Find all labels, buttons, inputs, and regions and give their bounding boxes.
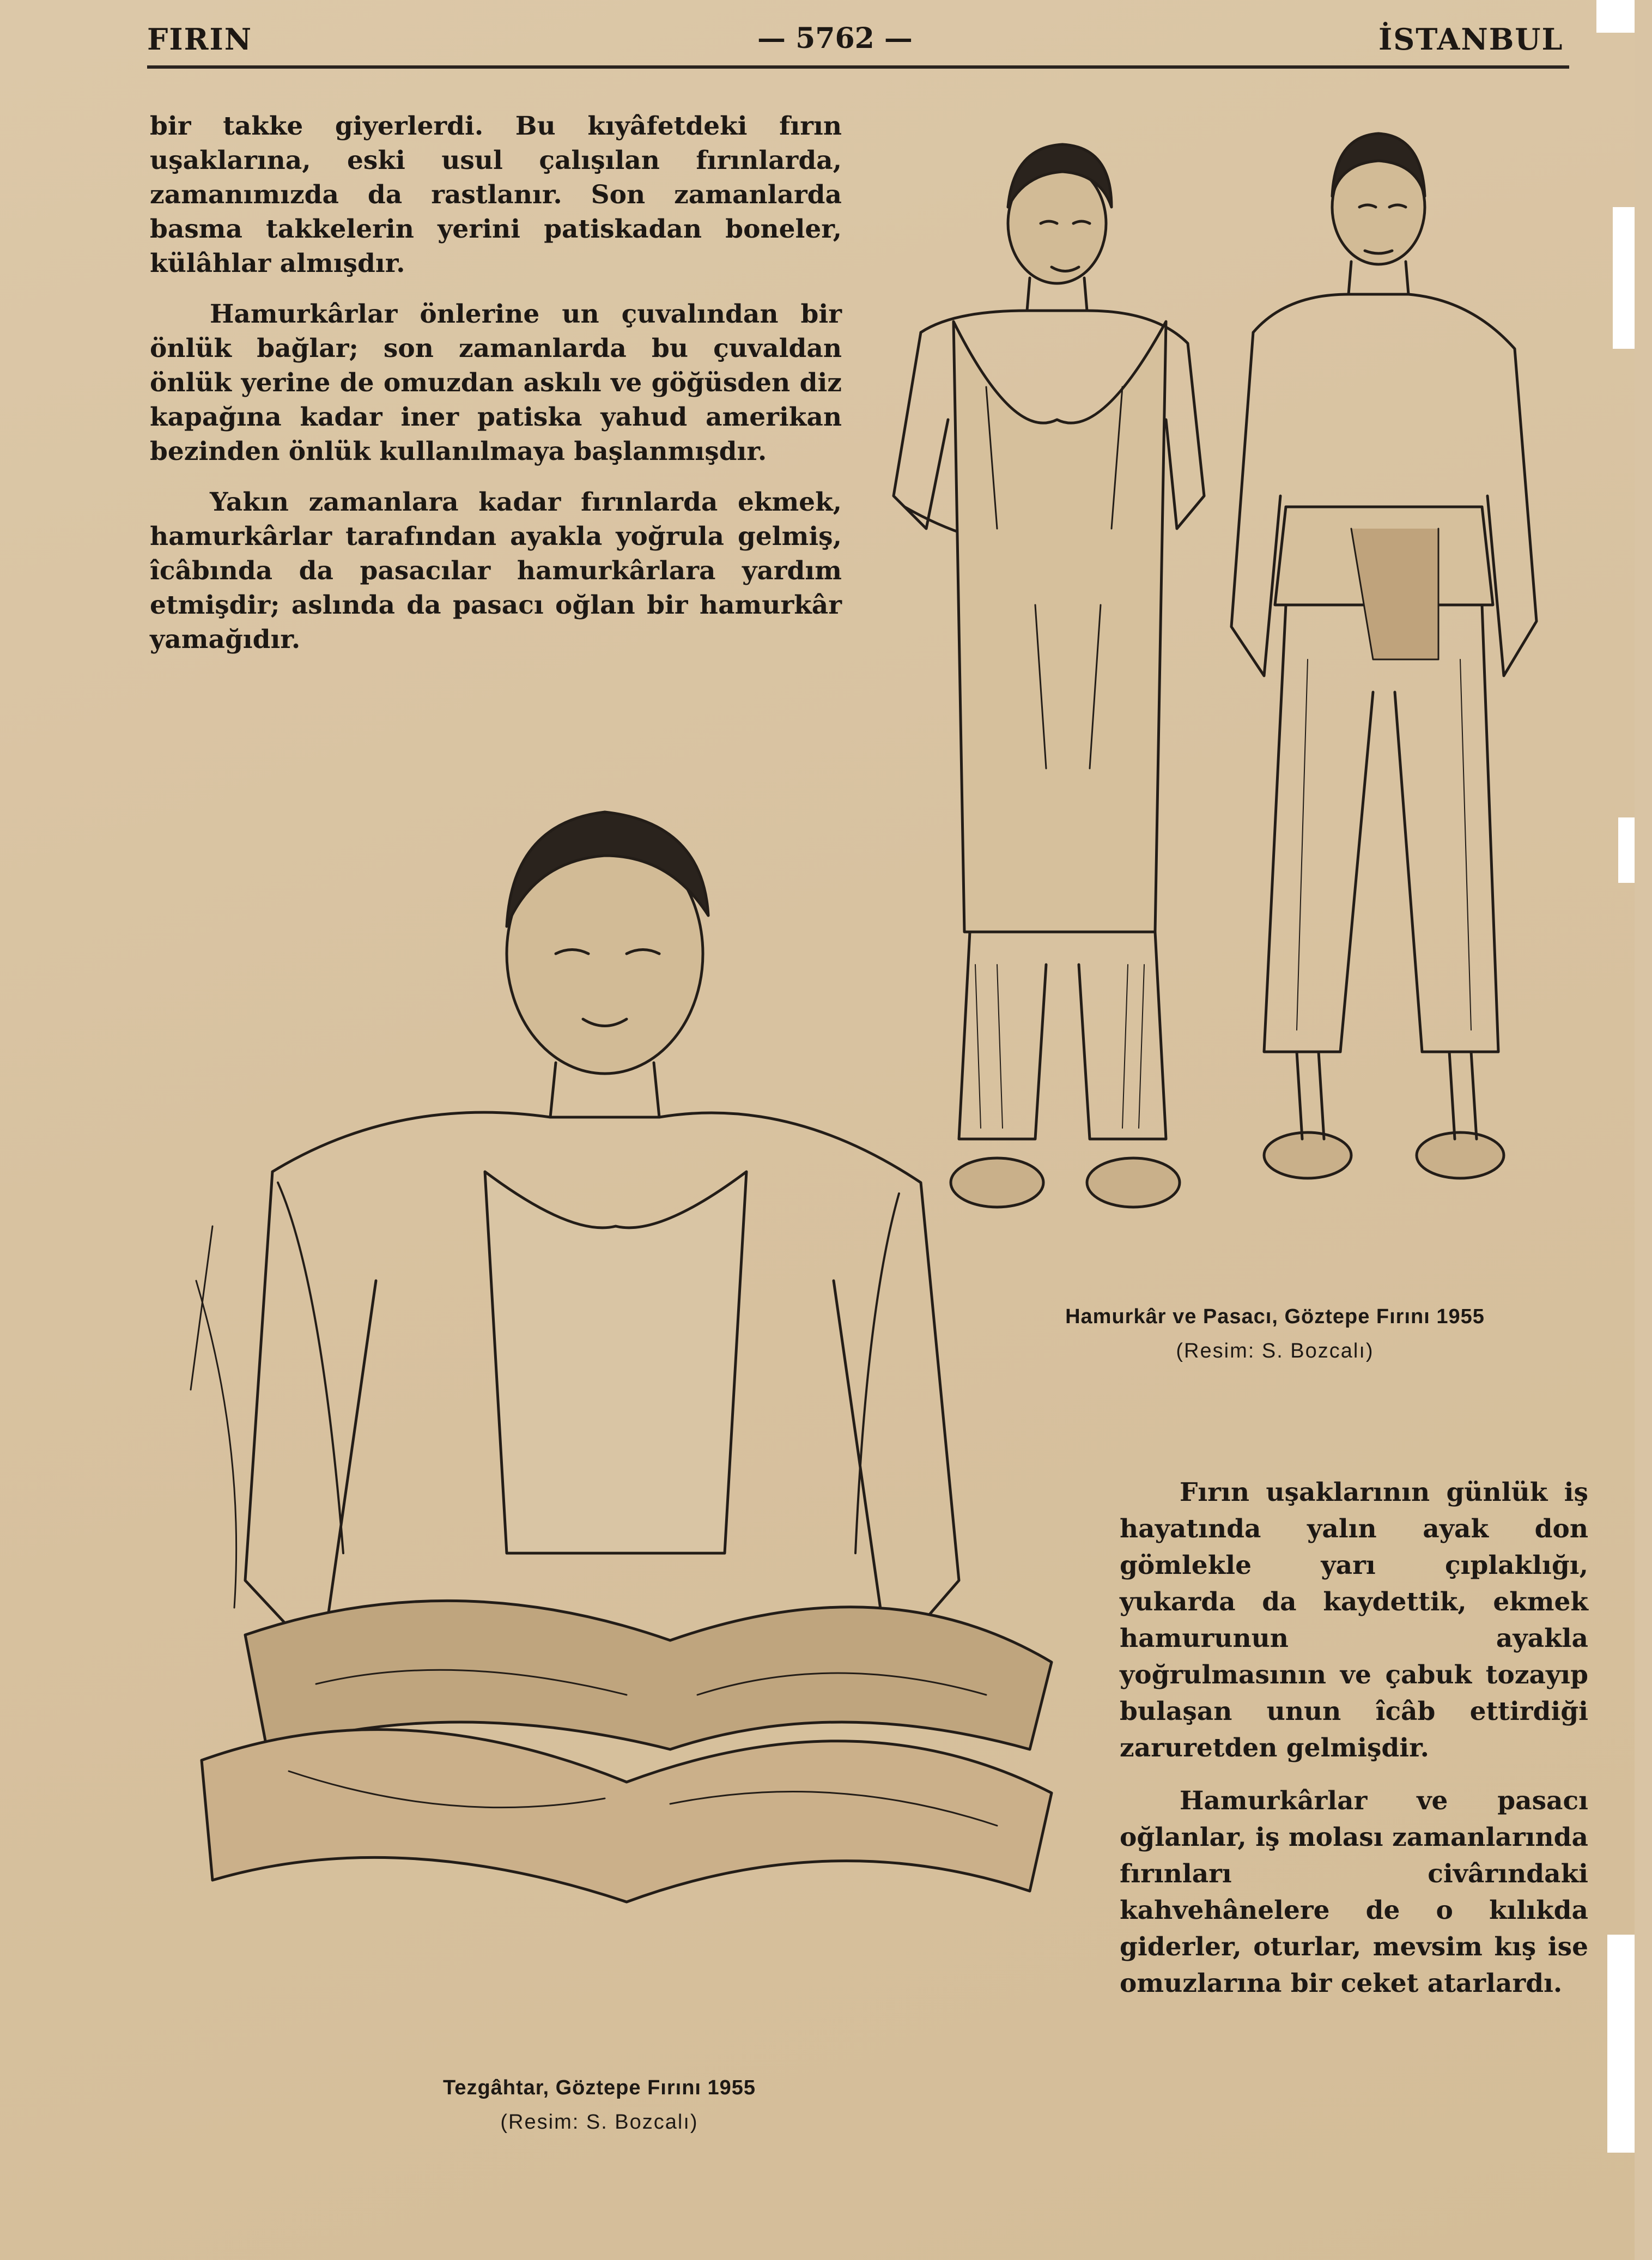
left-text-column	[150, 109, 842, 673]
apprentice-figure	[1231, 134, 1536, 1178]
torn-edge	[1596, 0, 1635, 33]
right-text-column	[1120, 1474, 1588, 2018]
caption-title: Hamurkâr ve Pasacı, Göztepe Fırını 1955	[1065, 1305, 1485, 1328]
torn-edge	[1613, 207, 1635, 349]
figure-caption-bottom	[371, 2076, 828, 2134]
page-number: — 5762 —	[757, 22, 913, 55]
caption-credit: (Resim: S. Bozcalı)	[500, 2111, 699, 2134]
figure-caption-top	[1003, 1305, 1547, 1363]
header-rule	[147, 65, 1569, 69]
paragraph: Hamurkârlar önlerine un çuvalından bir önlük bağlar; son zamanlarda bu çuvaldan önlük yerine de omuzdan askılı ve göğüsden diz kapağına kadar iner patiska yahud amerikan bezinden önlük kullanılmaya başlanmışdır.	[150, 299, 842, 466]
torn-edge	[1607, 1935, 1635, 2153]
paragraph: Hamurkârlar ve pasacı oğlanlar, iş molası zamanlarında fırınları civârındaki kahvehânelere de o kılıkda giderler, oturlar, mevsim kış ise omuzlarına bir ceket atarlardı.	[1120, 1786, 1588, 1998]
caption-credit: (Resim: S. Bozcalı)	[1176, 1340, 1374, 1362]
illustration-counterman	[180, 790, 1079, 2044]
publication-title: İSTANBUL	[1378, 22, 1564, 57]
paragraph: bir takke giyerlerdi. Bu kıyâfetdeki fırın uşaklarına, eski usul çalışılan fırınlarda, zamanımızda da rastlanır. Son zamanlarda basma takkelerin yerini patiskadan boneler, külâhlar almışdır.	[150, 111, 842, 278]
paragraph: Yakın zamanlara kadar fırınlarda ekmek, hamurkârlar tarafından ayakla yoğrula gelmiş, îcâbında da pasacılar hamurkârlara yardım etmişdir; aslında da pasacı oğlan bir hamurkâr yamağıdır.	[150, 487, 842, 655]
caption-title: Tezgâhtar, Göztepe Fırını 1955	[442, 2076, 756, 2099]
paragraph: Fırın uşaklarının günlük iş hayatında yalın ayak don gömlekle yarı çıplaklığı, yukarda da kaydettik, ekmek hamurunun ayakla yoğrulmasının ve çabuk tozayıp bulaşan unun îcâb ettirdiği zaruretden gelmişdir.	[1120, 1477, 1588, 1763]
torn-edge	[1618, 817, 1635, 883]
section-title: FIRIN	[147, 22, 253, 57]
